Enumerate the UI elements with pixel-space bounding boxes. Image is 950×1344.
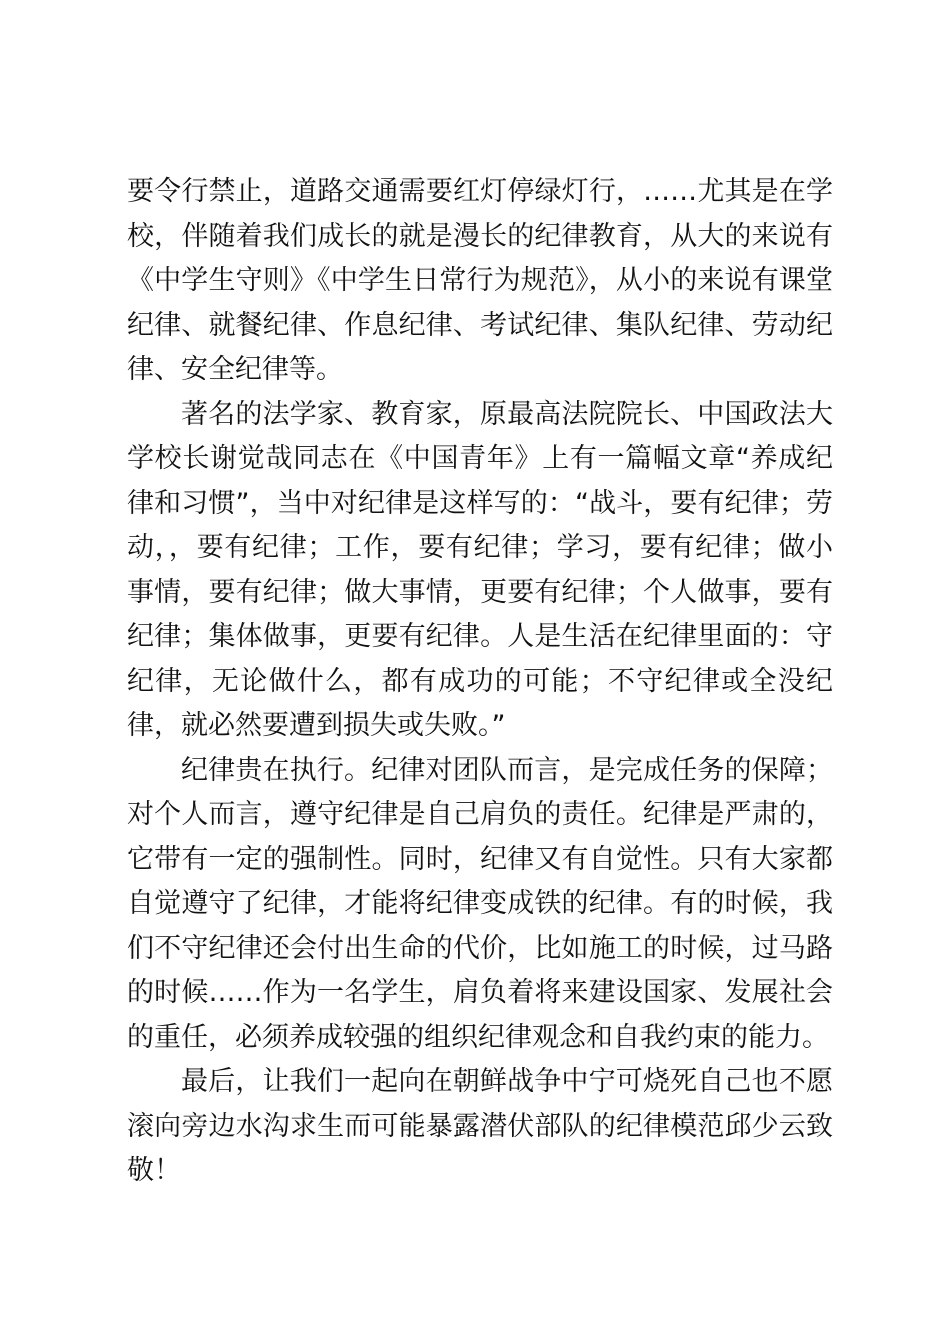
paragraph-closing-tribute: 最后，让我们一起向在朝鲜战争中宁可烧死自己也不愿滚向旁边水沟求生而可能暴露潜伏部队的纪律模范邱少云致敬！ [127, 1066, 833, 1186]
paragraph-discipline-execution: 纪律贵在执行。纪律对团队而言，是完成任务的保障；对个人而言，遵守纪律是自己肩负的责任。纪律是严肃的，它带有一定的强制性。同时，纪律又有自觉性。只有大家都自觉遵守了纪律，才能将纪律变成铁的纪律。有的时候，我们不守纪律还会付出生命的代价，比如施工的时候，过马路的时候……作为一名学生，肩负着将来建设国家、发展社会的重任，必须养成较强的组织纪律观念和自我约束的能力。 [127, 754, 833, 1053]
paragraph-continuation: 要令行禁止，道路交通需要红灯停绿灯行，……尤其是在学校，伴随着我们成长的就是漫长的纪律教育，从大的来说有《中学生守则》《中学生日常行为规范》，从小的来说有课堂纪律、就餐纪律、作息纪律、考试纪律、集队纪律、劳动纪律、安全纪律等。 [127, 176, 833, 385]
paragraph-xie-juezai-quote: 著名的法学家、教育家，原最高法院院长、中国政法大学校长谢觉哉同志在《中国青年》上有一篇幅文章“养成纪律和习惯”，当中对纪律是这样写的：“战斗，要有纪律；劳动，，要有纪律；工作，要有纪律；学习，要有纪律；做小事情，要有纪律；做大事情，更要有纪律；个人做事，要有纪律；集体做事，更要有纪律。人是生活在纪律里面的：守纪律，无论做什么，都有成功的可能；不守纪律或全没纪律，就必然要遭到损失或失败。” [127, 398, 833, 741]
document-body [127, 170, 833, 1194]
